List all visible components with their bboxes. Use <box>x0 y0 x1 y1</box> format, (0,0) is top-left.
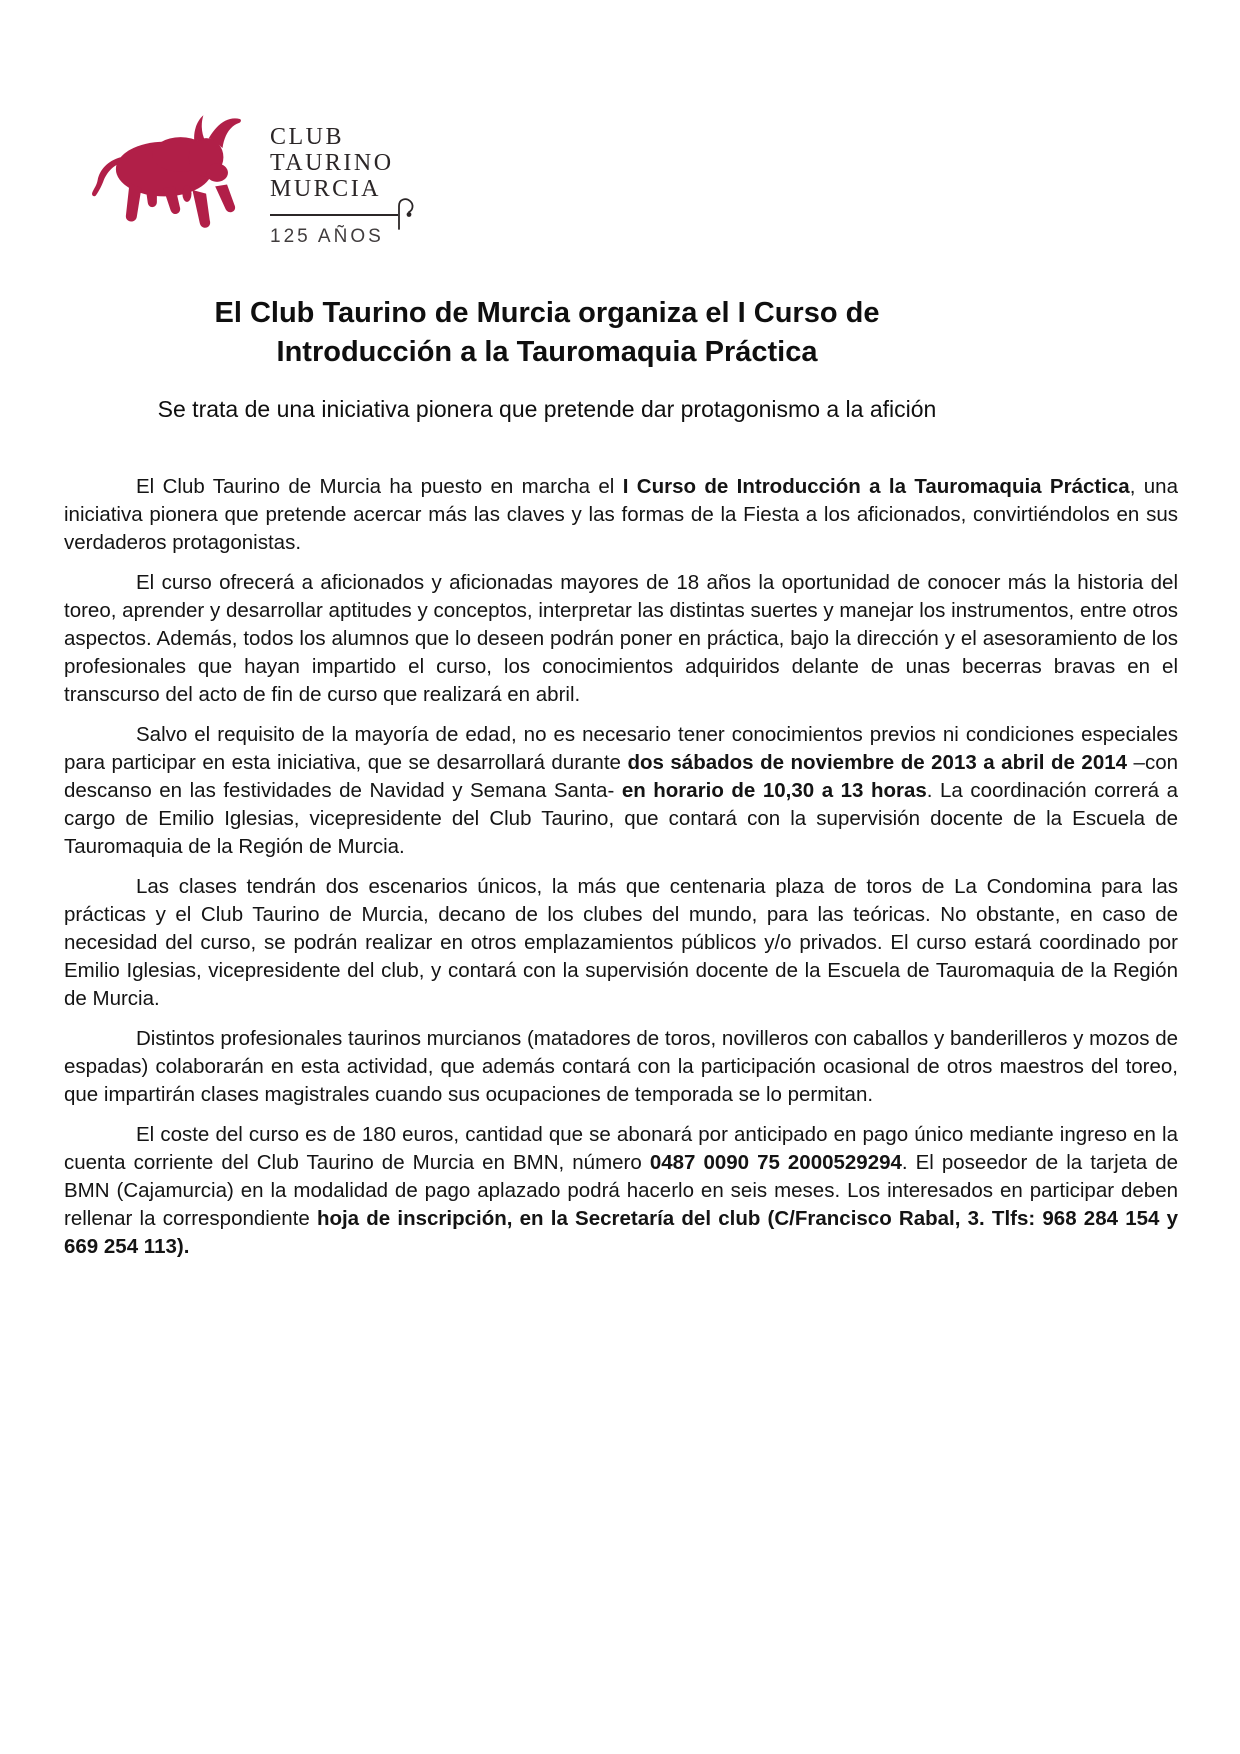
paragraph-run: . El poseedor de la tarjeta de BMN (Cajamurcia) en la modalidad de pago aplazado podrá hacerlo en seis meses. Los interesados en participar deben rellenar la correspondiente <box>64 1151 1178 1230</box>
paragraph-run-bold: en horario de 10,30 a 13 horas <box>621 779 927 802</box>
logo-word-taurino: TAURINO <box>270 150 394 176</box>
body-paragraph <box>64 1025 1178 1109</box>
paragraph-run-bold: 0487 0090 75 2000529294 <box>649 1151 902 1174</box>
paragraph-run-bold: I Curso de Introducción a la Tauromaquia Práctica <box>622 475 1130 498</box>
heading-block <box>63 294 1031 423</box>
paragraph-run: –con descanso en las festividades de Navidad y Semana Santa- <box>64 751 1178 802</box>
paragraph-run: El Club Taurino de Murcia ha puesto en marcha el <box>136 475 623 498</box>
document-body <box>64 473 1178 1273</box>
logo-wordmark <box>270 124 398 202</box>
logo-divider <box>270 206 398 222</box>
paragraph-run-bold: hoja de inscripción, en la Secretaría del club (C/Francisco Rabal, 3. Tlfs: 968 284 154 y 669 254 113). <box>64 1207 1178 1258</box>
club-taurino-logo <box>84 110 398 250</box>
paragraph-run: Las clases tendrán dos escenarios únicos, la más que centenaria plaza de toros de La Condomina para las prácticas y el Club Taurino de Murcia, decano de los clubes del mundo, para las teóricas. No obstante, en caso de necesidad del curso, se podrán realizar en otros emplazamientos públicos y/o privados. El curso estará coordinado por Emilio Iglesias, vicepresidente del club, y contará con la supervisión docente de la Escuela de Tauromaquia de la Región de Murcia. <box>64 875 1178 1010</box>
paragraph-run: Distintos profesionales taurinos murcianos (matadores de toros, novilleros con caballos y banderilleros y mozos de espadas) colaborarán en esta actividad, que además contará con la participación ocasional de otros maestros del toreo, que impartirán clases magistrales cuando sus ocupaciones de temporada se lo permitan. <box>64 1027 1178 1106</box>
bull-logo-icon <box>84 110 248 250</box>
page-title-line1: El Club Taurino de Murcia organiza el I Curso de <box>214 297 880 329</box>
body-paragraph <box>64 1121 1178 1261</box>
paragraph-run: . La coordinación correrá a cargo de Emilio Iglesias, vicepresidente del Club Taurino, que contará con la supervisión docente de la Escuela de Tauromaquia de la Región de Murcia. <box>64 779 1178 858</box>
logo-anniversary: 125 AÑOS <box>270 226 384 247</box>
logo-word-murcia: MURCIA <box>270 176 382 202</box>
paragraph-run-bold: dos sábados de noviembre de 2013 a abril de 2014 <box>627 751 1128 774</box>
body-paragraph <box>64 721 1178 861</box>
page-title-line2: Introducción a la Tauromaquia Práctica <box>276 336 818 368</box>
divider-line <box>270 214 398 216</box>
paragraph-run: Salvo el requisito de la mayoría de edad, no es necesario tener conocimientos previos ni condiciones especiales para participar en esta iniciativa, que se desarrollará durante <box>64 723 1178 774</box>
paragraph-run: El coste del curso es de 180 euros, cantidad que se abonará por anticipado en pago único mediante ingreso en la cuenta corriente del Club Taurino de Murcia en BMN, número <box>64 1123 1178 1174</box>
body-paragraph <box>64 873 1178 1013</box>
crook-icon <box>392 196 418 230</box>
paragraph-run: , una iniciativa pionera que pretende acercar más las claves y las formas de la Fiesta a los aficionados, convirtiéndolos en sus verdaderos protagonistas. <box>64 475 1178 554</box>
body-paragraph <box>64 569 1178 709</box>
page-subtitle: Se trata de una iniciativa pionera que pretende dar protagonismo a la afición <box>157 396 937 422</box>
paragraph-run: El curso ofrecerá a aficionados y aficionadas mayores de 18 años la oportunidad de conocer más la historia del toreo, aprender y desarrollar aptitudes y conceptos, interpretar las distintas suertes y manejar los instrumentos, entre otros aspectos. Además, todos los alumnos que lo deseen podrán poner en práctica, bajo la dirección y el asesoramiento de los profesionales que hayan impartido el curso, los conocimientos adquiridos delante de unas becerras bravas en el transcurso del acto de fin de curso que realizará en abril. <box>64 571 1178 706</box>
logo-word-club: CLUB <box>270 124 345 150</box>
page-title <box>63 294 1031 372</box>
body-paragraph <box>64 473 1178 557</box>
